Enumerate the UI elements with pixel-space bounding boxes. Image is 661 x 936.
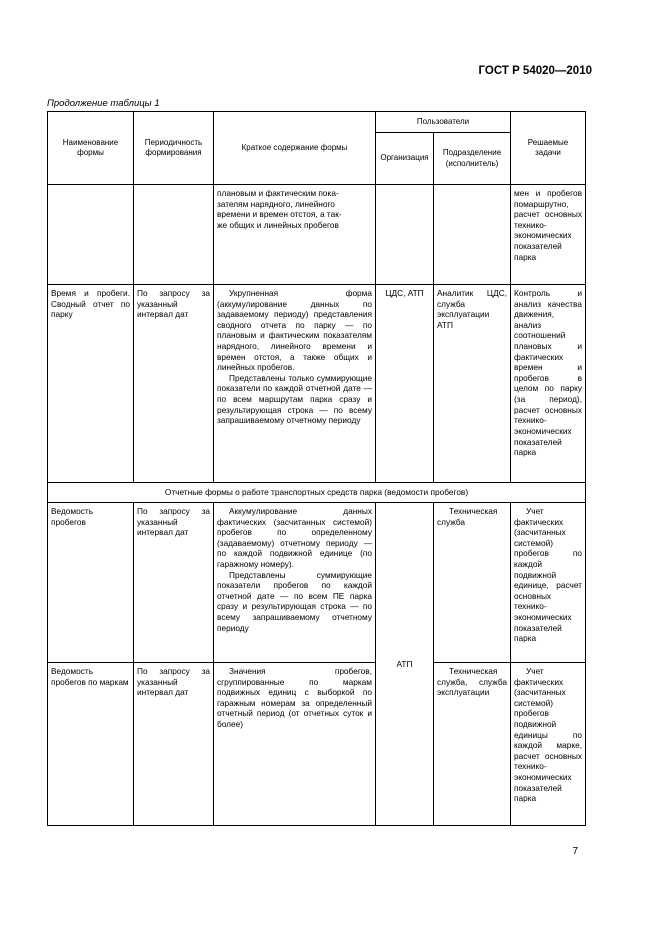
row1-period <box>134 185 214 285</box>
table-caption: Продолжение таблицы 1 <box>47 98 160 109</box>
row3-tasks: Учет фактических (засчитанных системой) пробегов по каждой подвижной единице, расчет основных технико-экономических показателей парка <box>511 503 586 663</box>
row2-tasks: Контроль и анализ качества движения, анализ соотношений плановых и фактических времен и пробегов в целом по парку (за период), расчет основных технико-экономических показателей парка <box>511 285 586 483</box>
section-title: Отчетные формы о работе транспортных средств парка (ведомости пробегов) <box>48 483 586 503</box>
row4-period: По запросу за указанный интервал дат <box>134 663 214 826</box>
header-users: Пользователи <box>376 112 511 133</box>
header-periodicity: Периодичность формирования <box>134 112 214 185</box>
row4-content: Значения пробегов, сгруппированные по маркам подвижных единиц с выборкой по гаражным номерам за определенный отчетный период (от отчетных суток и более) <box>214 663 376 826</box>
section-row <box>48 483 586 503</box>
row3-name: Ведомость пробегов <box>48 503 134 663</box>
header-subdivision: Подразделение (исполнитель) <box>434 133 511 185</box>
row2-subdivision: Аналитик ЦДС, служба эксплуатации АТП <box>434 285 511 483</box>
shared-organization: АТП <box>376 503 434 826</box>
table-row <box>48 503 586 663</box>
row1-name <box>48 185 134 285</box>
header-tasks: Решаемые задачи <box>511 112 586 185</box>
row4-tasks: Учет фактических (засчитанных системой) пробегов подвижной единицы по каждой марке, расчет основных технико-экономических показателей парка <box>511 663 586 826</box>
row2-content-paragraph-1: Укрупненная форма (аккумулирование данных по задаваемому периоду) представления сводного отчета по парку — по плановым и фактическим показателям нарядного, линейного времени и времен отстоя, а также общих и линейных пробегов. <box>217 288 372 373</box>
row1-organization <box>376 185 434 285</box>
row3-subdivision: Техническая служба <box>434 503 511 663</box>
table-row <box>48 185 586 285</box>
header-form-name: Наименование формы <box>48 112 134 185</box>
row1-content: плановым и фактическим пока- зателям нарядного, линейного времени и времен отстоя, а так- же общих и линейных пробегов <box>214 185 376 285</box>
page-number: 7 <box>572 846 578 857</box>
table-header-row <box>48 112 586 133</box>
row1-tasks: мен и пробегов помаршрутно, расчет основных технико-экономических показателей парка <box>511 185 586 285</box>
row3-period: По запросу за указанный интервал дат <box>134 503 214 663</box>
row3-content-paragraph-1: Аккумулирование данных фактических (засчитанных системой) пробегов по определенному (задаваемому) отчетному периоду — по каждой подвижной единице (по гаражному номеру). <box>217 506 372 570</box>
table-row <box>48 663 586 826</box>
header-organization: Организация <box>376 133 434 185</box>
table-row <box>48 285 586 483</box>
forms-table <box>47 111 586 826</box>
row2-period: По запросу за указанный интервал дат <box>134 285 214 483</box>
row4-subdivision: Техническая служба, служба эксплуатации <box>434 663 511 826</box>
row2-organization: ЦДС, АТП <box>376 285 434 483</box>
row2-name: Время и пробеги. Сводный отчет по парку <box>48 285 134 483</box>
header-content: Краткое содержание формы <box>214 112 376 185</box>
row2-content-paragraph-2: Представлены только суммирующие показатели по каждой отчетной дате — по всем маршрутам парка сразу и результирующая строка — по всему запрашиваемому отчетному периоду <box>217 372 372 426</box>
document-code: ГОСТ Р 54020—2010 <box>478 65 592 77</box>
row3-content-paragraph-2: Представлены суммирующие показатели пробегов по каждой отчетной дате — по всем ПЕ парка сразу и результирующая строка — по всему запрашиваемому отчетному периоду <box>217 569 372 633</box>
row1-subdivision <box>434 185 511 285</box>
row4-name: Ведомость пробегов по маркам <box>48 663 134 826</box>
row3-content <box>214 503 376 663</box>
row2-content <box>214 285 376 483</box>
